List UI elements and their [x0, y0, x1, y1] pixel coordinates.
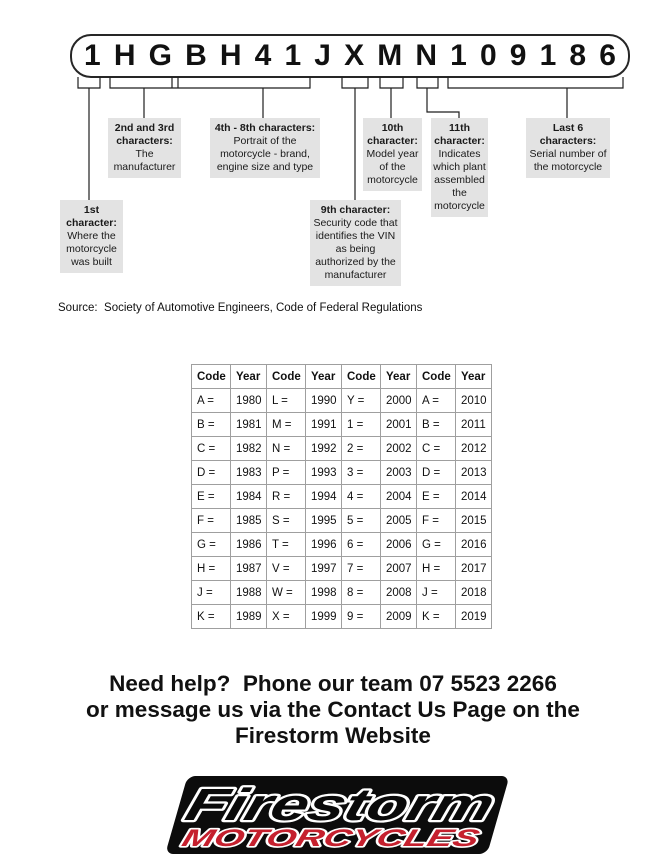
table-cell: 2017 — [456, 557, 492, 581]
table-cell: 1994 — [306, 485, 342, 509]
table-cell: G = — [417, 533, 456, 557]
year-code-table-header: Code — [342, 365, 381, 389]
table-cell: 3 = — [342, 461, 381, 485]
table-cell: B = — [192, 413, 231, 437]
label-title: 9th character: — [320, 204, 391, 216]
table-cell: D = — [417, 461, 456, 485]
label-box-2nd-3rd-characters — [108, 118, 181, 178]
table-cell: 1995 — [306, 509, 342, 533]
label-desc: Portrait of the motorcycle - brand, engine size and type — [216, 135, 314, 173]
table-cell: 1999 — [306, 605, 342, 629]
table-cell: 2000 — [381, 389, 417, 413]
vin-character: G — [148, 39, 172, 72]
table-cell: 2004 — [381, 485, 417, 509]
table-cell: F = — [192, 509, 231, 533]
label-title: 4th - 8th characters: — [214, 122, 316, 134]
table-cell: S = — [267, 509, 306, 533]
table-cell: G = — [192, 533, 231, 557]
table-cell: 1990 — [306, 389, 342, 413]
vin-character: 9 — [509, 39, 527, 72]
table-cell: A = — [417, 389, 456, 413]
table-cell: 2013 — [456, 461, 492, 485]
label-box-9th-character — [310, 200, 401, 286]
table-cell: P = — [267, 461, 306, 485]
table-row — [192, 389, 492, 413]
table-cell: 1983 — [231, 461, 267, 485]
vin-character: 8 — [569, 39, 587, 72]
help-line-1: Need help? Phone our team 07 5523 2266 — [109, 671, 557, 696]
label-desc: The manufacturer — [113, 148, 176, 173]
table-cell: 1987 — [231, 557, 267, 581]
vin-character: B — [185, 39, 207, 72]
table-cell: B = — [417, 413, 456, 437]
firestorm-logo — [155, 771, 515, 861]
label-box-10th-character — [363, 118, 422, 191]
label-box-last-6-characters — [526, 118, 610, 178]
table-cell: K = — [417, 605, 456, 629]
table-row — [192, 485, 492, 509]
label-title: Last 6 characters: — [539, 122, 597, 147]
table-cell: E = — [417, 485, 456, 509]
table-cell: 2008 — [381, 581, 417, 605]
vin-character: 1 — [284, 39, 302, 72]
year-code-table — [191, 364, 492, 629]
table-row — [192, 533, 492, 557]
table-row — [192, 437, 492, 461]
vin-character: 6 — [599, 39, 616, 72]
table-cell: 2002 — [381, 437, 417, 461]
table-cell: F = — [417, 509, 456, 533]
table-cell: N = — [267, 437, 306, 461]
help-line-2: or message us via the Contact Us Page on the — [86, 697, 580, 722]
vin-character: 0 — [479, 39, 497, 72]
table-cell: A = — [192, 389, 231, 413]
table-cell: L = — [267, 389, 306, 413]
label-desc: Serial number of the motorcycle — [529, 148, 607, 173]
table-cell: 2018 — [456, 581, 492, 605]
table-cell: 2006 — [381, 533, 417, 557]
table-cell: X = — [267, 605, 306, 629]
table-cell: 2009 — [381, 605, 417, 629]
table-cell: 1991 — [306, 413, 342, 437]
vin-character: X — [344, 39, 365, 72]
table-cell: 1989 — [231, 605, 267, 629]
table-cell: 4 = — [342, 485, 381, 509]
label-title: 11th character: — [434, 122, 485, 147]
table-cell: D = — [192, 461, 231, 485]
label-desc: Security code that identifies the VIN as being authorized by the manufacturer — [313, 217, 398, 281]
label-box-4th-8th-characters — [210, 118, 320, 178]
table-cell: Y = — [342, 389, 381, 413]
year-code-table-header: Code — [417, 365, 456, 389]
label-desc: Indicates which plant assembled the motorcycle — [433, 148, 486, 212]
vin-character: 1 — [450, 39, 467, 72]
year-code-table-header: Year — [381, 365, 417, 389]
table-cell: 2015 — [456, 509, 492, 533]
year-code-table-header: Year — [231, 365, 267, 389]
table-cell: 2011 — [456, 413, 492, 437]
label-title: 10th character: — [367, 122, 418, 147]
table-cell: 2001 — [381, 413, 417, 437]
label-desc: Where the motorcycle was built — [66, 230, 117, 268]
table-cell: 9 = — [342, 605, 381, 629]
table-cell: 1982 — [231, 437, 267, 461]
logo-brand-text: Firestorm — [180, 778, 403, 830]
label-title: 1st character: — [66, 204, 117, 229]
table-cell: R = — [267, 485, 306, 509]
label-box-1st-character — [60, 200, 123, 273]
table-cell: V = — [267, 557, 306, 581]
vin-character: 1 — [84, 39, 101, 72]
logo-sub-text: MOTORCYCLES — [178, 825, 373, 852]
table-cell: 7 = — [342, 557, 381, 581]
table-row — [192, 581, 492, 605]
table-cell: 1992 — [306, 437, 342, 461]
year-code-table-header: Year — [306, 365, 342, 389]
table-cell: 5 = — [342, 509, 381, 533]
table-cell: C = — [192, 437, 231, 461]
table-cell: 1984 — [231, 485, 267, 509]
table-cell: 1988 — [231, 581, 267, 605]
source-note: Source: Society of Automotive Engineers, Code of Federal Regulations — [58, 302, 423, 314]
table-cell: T = — [267, 533, 306, 557]
table-cell: 1993 — [306, 461, 342, 485]
table-cell: 1 = — [342, 413, 381, 437]
table-cell: J = — [417, 581, 456, 605]
table-cell: 1998 — [306, 581, 342, 605]
vin-character: H — [219, 39, 242, 72]
table-cell: C = — [417, 437, 456, 461]
table-cell: 2005 — [381, 509, 417, 533]
label-title: 2nd and 3rd characters: — [114, 122, 175, 147]
table-cell: 2003 — [381, 461, 417, 485]
table-cell: 2014 — [456, 485, 492, 509]
vin-character: J — [314, 39, 331, 72]
table-cell: 2016 — [456, 533, 492, 557]
table-cell: 2007 — [381, 557, 417, 581]
table-cell: H = — [417, 557, 456, 581]
table-cell: K = — [192, 605, 231, 629]
year-code-table-header: Code — [192, 365, 231, 389]
table-cell: 2019 — [456, 605, 492, 629]
year-code-table-header: Code — [267, 365, 306, 389]
table-cell: M = — [267, 413, 306, 437]
vin-character: 4 — [254, 39, 272, 72]
table-row — [192, 557, 492, 581]
label-box-11th-character — [431, 118, 488, 217]
table-cell: 2 = — [342, 437, 381, 461]
table-cell: 8 = — [342, 581, 381, 605]
table-cell: J = — [192, 581, 231, 605]
table-cell: 1986 — [231, 533, 267, 557]
help-text — [0, 671, 666, 749]
table-cell: 2010 — [456, 389, 492, 413]
year-code-table-header: Year — [456, 365, 492, 389]
table-cell: E = — [192, 485, 231, 509]
table-cell: 6 = — [342, 533, 381, 557]
vin-character: 1 — [539, 39, 557, 72]
vin-character: N — [415, 39, 438, 72]
label-desc: Model year of the motorcycle — [366, 148, 419, 186]
table-row — [192, 413, 492, 437]
table-cell: 2012 — [456, 437, 492, 461]
table-cell: 1981 — [231, 413, 267, 437]
table-row — [192, 461, 492, 485]
table-row — [192, 509, 492, 533]
year-code-table-body — [192, 389, 492, 629]
table-cell: H = — [192, 557, 231, 581]
table-cell: 1997 — [306, 557, 342, 581]
table-row — [192, 605, 492, 629]
table-cell: 1996 — [306, 533, 342, 557]
help-line-3: Firestorm Website — [235, 723, 431, 748]
vin-character: M — [377, 39, 403, 72]
table-cell: W = — [267, 581, 306, 605]
vin-character: H — [113, 39, 136, 72]
year-code-table-head-row — [192, 365, 492, 389]
table-cell: 1985 — [231, 509, 267, 533]
table-cell: 1980 — [231, 389, 267, 413]
